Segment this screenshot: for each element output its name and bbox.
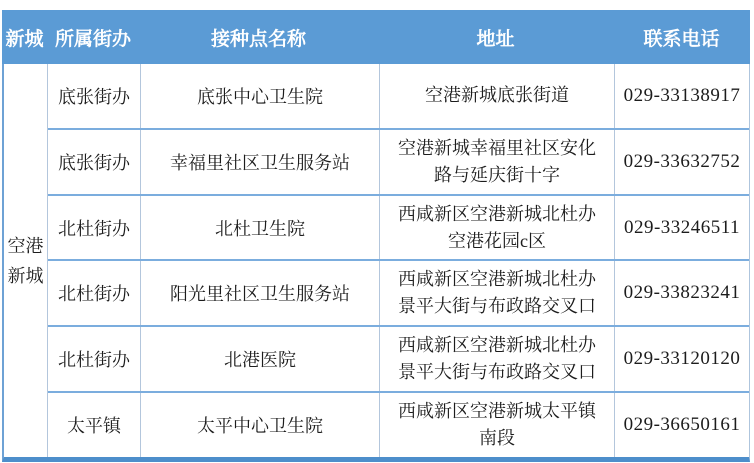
table-row [48,261,749,327]
site-cell: 北港医院 [140,327,379,391]
address-cell [379,261,614,325]
header-cell-city: 新城 [5,28,44,50]
header-cell-street: 所属街办 [54,28,131,50]
street-cell: 底张街办 [58,152,130,173]
phone-cell [614,327,749,391]
merged-city-line2: 新城 [7,265,44,286]
street-cell: 北杜街办 [58,218,130,239]
phone-cell [614,196,749,260]
site-cell: 阳光里社区卫生服务站 [140,261,379,325]
table-row [48,130,749,196]
address-cell [379,327,614,391]
address-cell [379,393,614,457]
address-cell [379,196,614,260]
address-cell [379,130,614,194]
street-cell: 北杜街办 [58,284,130,305]
phone-text: 029-33823241 [623,282,741,304]
address-text: 西咸新区空港新城北杜办景平大街与布政路交叉口 [398,269,596,317]
address-text: 西咸新区空港新城北杜办空港花园c区 [398,203,596,251]
address-text: 西咸新区空港新城北杜办景平大街与布政路交叉口 [398,335,596,383]
phone-text: 029-33120120 [623,348,741,370]
header-cell-site: 接种点名称 [210,28,306,50]
phone-text: 029-36650161 [623,414,741,436]
site-cell: 底张中心卫生院 [140,64,379,128]
address-cell [379,64,614,128]
street-cell: 太平镇 [67,416,121,437]
phone-cell [614,64,749,128]
vaccination-sites-table [2,10,750,462]
merged-city-line1: 空港 [7,235,44,256]
address-text: 西咸新区空港新城太平镇南段 [398,401,596,449]
header-cell-address: 地址 [476,28,515,50]
table-row [48,196,749,262]
table-row [48,393,749,457]
phone-text: 029-33246511 [623,216,741,238]
street-cell: 北杜街办 [58,350,130,371]
table-body [2,64,750,462]
phone-cell [614,393,749,457]
header-cell-phone: 联系电话 [643,28,720,50]
table-rows [48,64,749,457]
street-cell: 底张街办 [58,86,130,107]
site-cell: 北杜卫生院 [140,196,379,260]
phone-cell [614,130,749,194]
address-text: 空港新城幸福里社区安化路与延庆街十字 [398,137,596,185]
table-row [48,64,749,130]
site-cell: 太平中心卫生院 [140,393,379,457]
merged-city-cell [4,64,48,457]
site-cell: 幸福里社区卫生服务站 [140,130,379,194]
table-row [48,327,749,393]
phone-cell [614,261,749,325]
phone-text: 029-33138917 [623,84,741,106]
address-text: 空港新城底张街道 [425,85,569,106]
table-header-row [2,10,750,64]
phone-text: 029-33632752 [623,150,741,172]
